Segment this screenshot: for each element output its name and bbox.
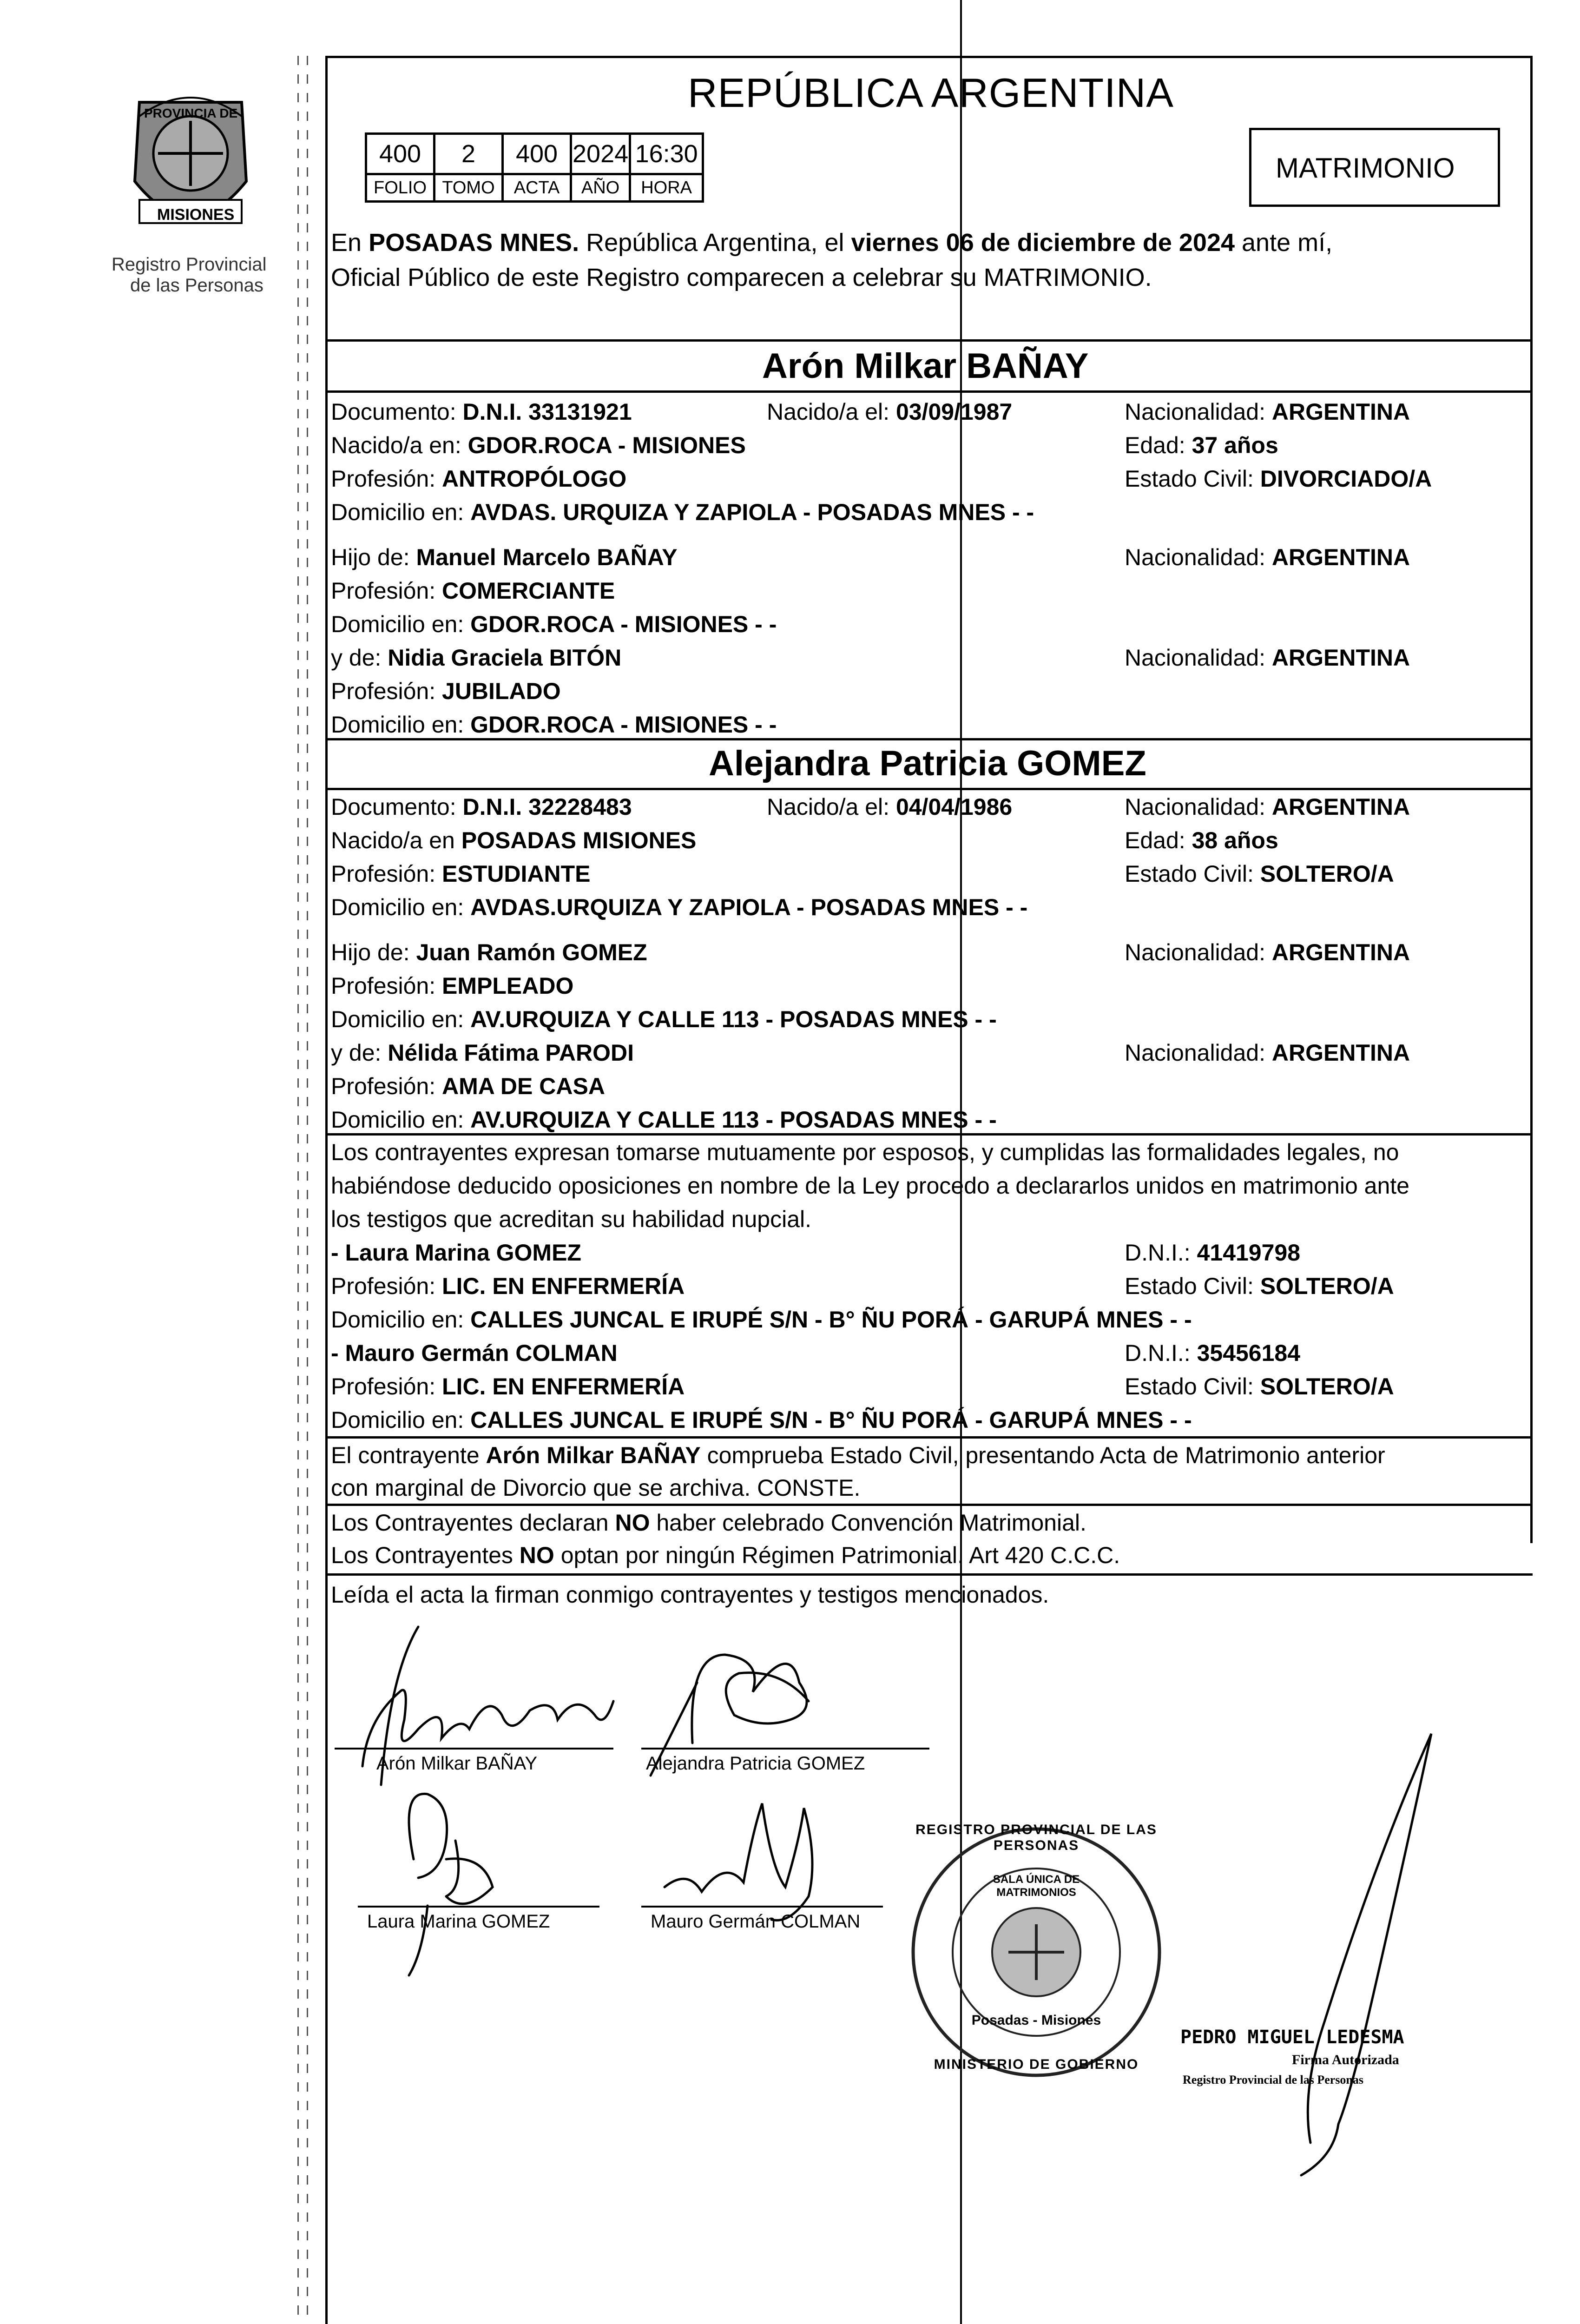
- bride-signature-label: Alejandra Patricia GOMEZ: [646, 1753, 865, 1774]
- value: AV.URQUIZA Y CALLE 113 - POSADAS MNES - -: [470, 1006, 997, 1032]
- hora-value: 16:30: [630, 134, 703, 174]
- declaration-line: habiéndose deducido oposiciones en nombre de la Ley procedo a declararlos unidos en matrimonio ante: [331, 1173, 1409, 1199]
- value: Nélida Fátima PARODI: [388, 1040, 634, 1066]
- closing-text: Leída el acta la firman conmigo contrayentes y testigos mencionados.: [331, 1582, 1049, 1608]
- groom-name: Arón Milkar BAÑAY: [762, 346, 1089, 386]
- label: Nacido/a en:: [331, 432, 468, 458]
- value: SOLTERO/A: [1260, 1373, 1394, 1400]
- value: ARGENTINA: [1271, 645, 1410, 671]
- value: CALLES JUNCAL E IRUPÉ S/N - B° ÑU PORÁ - GARUPÁ MNES - -: [470, 1407, 1192, 1433]
- intro-place: POSADAS MNES.: [369, 229, 579, 257]
- text: NO: [519, 1542, 554, 1568]
- label: Profesión:: [331, 861, 442, 887]
- label: Documento:: [331, 399, 463, 425]
- witness-1-name: - Laura Marina GOMEZ: [331, 1240, 581, 1266]
- intro-text: ante mí,: [1235, 229, 1333, 257]
- label: Profesión:: [331, 973, 442, 999]
- label: Profesión:: [331, 678, 442, 704]
- seal-city-text: Posadas - Misiones: [971, 2013, 1101, 2028]
- declaration-line: Los contrayentes expresan tomarse mutuamente por esposos, y cumplidas las formalidades legales, no: [331, 1139, 1399, 1165]
- value: Juan Ramón GOMEZ: [416, 939, 647, 965]
- logo-top-text: PROVINCIA DE: [144, 106, 238, 120]
- acta-label: ACTA: [503, 174, 571, 202]
- ano-value: 2024: [571, 134, 630, 174]
- note-line-2: con marginal de Divorcio que se archiva. CONSTE.: [331, 1475, 861, 1501]
- value: Nidia Graciela BITÓN: [388, 645, 622, 671]
- page-title: REPÚBLICA ARGENTINA: [688, 70, 1174, 116]
- value: 41419798: [1197, 1240, 1301, 1266]
- groom-signature-label: Arón Milkar BAÑAY: [376, 1753, 538, 1774]
- label: y de:: [331, 645, 388, 671]
- label: Nacionalidad:: [1125, 794, 1272, 820]
- label: Profesión:: [331, 466, 442, 492]
- seal-inner-text: SALA ÚNICA DE MATRIMONIOS: [993, 1873, 1080, 1899]
- value: EMPLEADO: [442, 973, 574, 999]
- label: Domicilio en:: [331, 1307, 471, 1333]
- text: Arón Milkar BAÑAY: [486, 1442, 701, 1468]
- witness-2-signature: [665, 1803, 812, 1920]
- label: Domicilio en:: [331, 611, 471, 637]
- value: LIC. EN ENFERMERÍA: [442, 1273, 685, 1299]
- label: Profesión:: [331, 578, 442, 604]
- value: 04/04/1986: [895, 794, 1013, 820]
- value: JUBILADO: [442, 678, 561, 704]
- value: ARGENTINA: [1271, 1040, 1410, 1066]
- logo-caption: Registro Provincial: [112, 254, 267, 275]
- folio-value: 400: [366, 134, 434, 174]
- bride-name: Alejandra Patricia GOMEZ: [709, 744, 1146, 783]
- value: AV.URQUIZA Y CALLE 113 - POSADAS MNES - -: [470, 1107, 997, 1133]
- label: Estado Civil:: [1125, 1373, 1260, 1400]
- label: Nacionalidad:: [1125, 399, 1272, 425]
- witness-1-signature: [409, 1794, 493, 1975]
- officer-role: Firma Autorizada: [1292, 2052, 1399, 2067]
- intro-text: República Argentina, el: [579, 229, 851, 257]
- text: Los Contrayentes declaran: [331, 1510, 615, 1536]
- label: Hijo de:: [331, 544, 416, 570]
- intro-date: viernes 06 de diciembre de 2024: [851, 229, 1235, 257]
- value: 37 años: [1192, 432, 1278, 458]
- label: y de:: [331, 1040, 388, 1066]
- label: Edad:: [1125, 827, 1192, 853]
- value: ARGENTINA: [1271, 794, 1410, 820]
- bride-signature: [651, 1655, 809, 1776]
- officer-name: PEDRO MIGUEL LEDESMA: [1180, 2027, 1404, 2048]
- value: SOLTERO/A: [1260, 1273, 1394, 1299]
- value: ARGENTINA: [1271, 399, 1410, 425]
- text: optan por ningún Régimen Patrimonial. Art 420 C.C.C.: [554, 1542, 1120, 1568]
- label: Domicilio en:: [331, 499, 471, 525]
- value: AVDAS. URQUIZA Y ZAPIOLA - POSADAS MNES - -: [470, 499, 1034, 525]
- tomo-label: TOMO: [434, 174, 503, 202]
- value: AVDAS.URQUIZA Y ZAPIOLA - POSADAS MNES - -: [470, 894, 1028, 920]
- folio-label: FOLIO: [366, 174, 434, 202]
- label: Estado Civil:: [1125, 1273, 1260, 1299]
- text: comprueba Estado Civil, presentando Acta de Matrimonio anterior: [700, 1442, 1385, 1468]
- seal-icon: [906, 1822, 1166, 2082]
- record-type: MATRIMONIO: [1276, 152, 1455, 184]
- value: ESTUDIANTE: [442, 861, 591, 887]
- value: SOLTERO/A: [1260, 861, 1394, 887]
- label: Nacionalidad:: [1125, 544, 1272, 570]
- value: 35456184: [1197, 1340, 1301, 1366]
- value: 38 años: [1192, 827, 1278, 853]
- label: D.N.I.:: [1125, 1240, 1197, 1266]
- value: ANTROPÓLOGO: [442, 466, 627, 492]
- acta-value: 400: [503, 134, 571, 174]
- logo-caption: de las Personas: [130, 275, 263, 296]
- value: Manuel Marcelo BAÑAY: [416, 544, 678, 570]
- value: LIC. EN ENFERMERÍA: [442, 1373, 685, 1400]
- value: ARGENTINA: [1271, 939, 1410, 965]
- label: Profesión:: [331, 1273, 442, 1299]
- value: CALLES JUNCAL E IRUPÉ S/N - B° ÑU PORÁ - GARUPÁ MNES - -: [470, 1307, 1192, 1333]
- officer-office: Registro Provincial de las Personas: [1183, 2073, 1364, 2086]
- tomo-value: 2: [434, 134, 503, 174]
- seal-outer-text: REGISTRO PROVINCIAL DE LAS PERSONAS: [915, 1822, 1157, 1853]
- value: D.N.I. 32228483: [462, 794, 632, 820]
- label: Domicilio en:: [331, 1407, 471, 1433]
- label: Edad:: [1125, 432, 1192, 458]
- value: GDOR.ROCA - MISIONES - -: [470, 712, 777, 738]
- ano-label: AÑO: [571, 174, 630, 202]
- witness-1-signature-label: Laura Marina GOMEZ: [367, 1911, 550, 1932]
- value: AMA DE CASA: [442, 1073, 605, 1099]
- value: 03/09/1987: [895, 399, 1013, 425]
- text: El contrayente: [331, 1442, 486, 1468]
- value: GDOR.ROCA - MISIONES: [467, 432, 746, 458]
- value: GDOR.ROCA - MISIONES - -: [470, 611, 777, 637]
- value: DIVORCIADO/A: [1260, 466, 1432, 492]
- text: NO: [615, 1510, 650, 1536]
- label: Documento:: [331, 794, 463, 820]
- label: Nacionalidad:: [1125, 645, 1272, 671]
- label: Nacionalidad:: [1125, 1040, 1272, 1066]
- witness-2-signature-label: Mauro Germán COLMAN: [651, 1911, 861, 1932]
- value: COMERCIANTE: [442, 578, 615, 604]
- intro-line-2: Oficial Público de este Registro comparecen a celebrar su MATRIMONIO.: [331, 264, 1152, 291]
- witness-2-name: - Mauro Germán COLMAN: [331, 1340, 618, 1366]
- text: haber celebrado Convención Matrimonial.: [650, 1510, 1086, 1536]
- label: Hijo de:: [331, 939, 416, 965]
- label: D.N.I.:: [1125, 1340, 1197, 1366]
- label: Estado Civil:: [1125, 861, 1260, 887]
- hora-label: HORA: [630, 174, 703, 202]
- label: Nacionalidad:: [1125, 939, 1272, 965]
- label: Profesión:: [331, 1373, 442, 1400]
- label: Domicilio en:: [331, 712, 471, 738]
- official-seal: [906, 1822, 1166, 2082]
- label: Domicilio en:: [331, 1006, 471, 1032]
- label: Domicilio en:: [331, 894, 471, 920]
- logo-bottom-text: MISIONES: [157, 206, 235, 224]
- label: Profesión:: [331, 1073, 442, 1099]
- value: POSADAS MISIONES: [461, 827, 697, 853]
- text: Los Contrayentes: [331, 1542, 520, 1568]
- value: ARGENTINA: [1271, 544, 1410, 570]
- seal-bottom-text: MINISTERIO DE GOBIERNO: [934, 2057, 1139, 2072]
- label: Nacido/a en: [331, 827, 461, 853]
- intro-text: En: [331, 229, 369, 257]
- groom-signature: [362, 1690, 613, 1766]
- officer-signature: [1301, 1734, 1431, 2175]
- label: Nacido/a el:: [767, 399, 896, 425]
- label: Domicilio en:: [331, 1107, 471, 1133]
- label: Estado Civil:: [1125, 466, 1260, 492]
- declaration-line: los testigos que acreditan su habilidad nupcial.: [331, 1206, 812, 1232]
- value: D.N.I. 33131921: [462, 399, 632, 425]
- label: Nacido/a el:: [767, 794, 896, 820]
